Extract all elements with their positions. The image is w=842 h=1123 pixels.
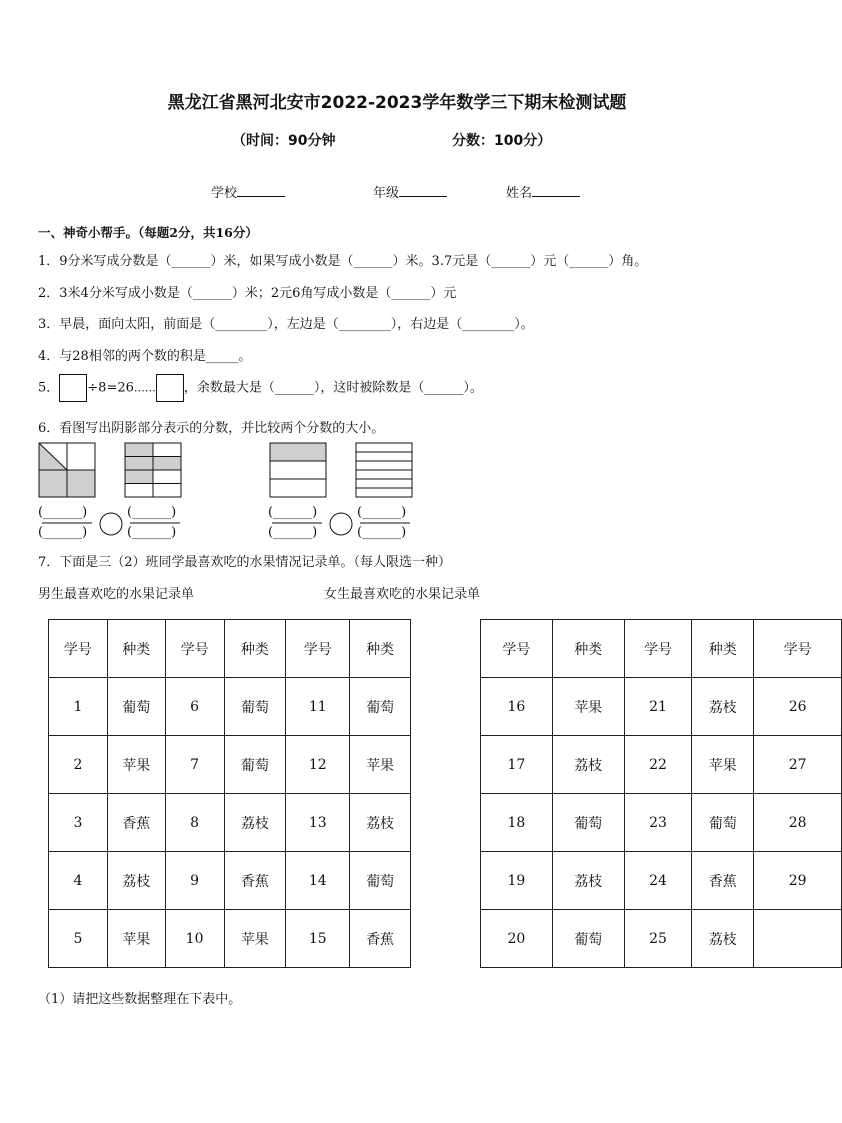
table-cell: 5	[49, 910, 108, 968]
table-header-cell: 种类	[107, 620, 165, 678]
table-cell: 香蕉	[350, 910, 411, 968]
table-cell: 苹果	[224, 910, 286, 968]
table-cell: 27	[754, 736, 842, 794]
table-header-cell: 学号	[49, 620, 108, 678]
section-heading: 一、神奇小帮手。（每题2分，共16分）	[38, 225, 258, 240]
table-cell: 8	[165, 794, 224, 852]
fraction-blank: (______)	[268, 525, 318, 540]
question-3: 3．早晨，面向太阳，前面是（________），左边是（________），右边是（________）。	[38, 317, 534, 332]
table-cell: 15	[286, 910, 350, 968]
table-cell: 3	[49, 794, 108, 852]
boys-record-table	[48, 619, 411, 968]
table-cell: 16	[481, 678, 553, 736]
table-cell: 19	[481, 852, 553, 910]
table-cell: 香蕉	[224, 852, 286, 910]
table-header-cell: 种类	[350, 620, 411, 678]
table-row	[49, 852, 411, 910]
table-cell: 14	[286, 852, 350, 910]
table-cell: 13	[286, 794, 350, 852]
girls-table-title: 女生最喜欢吃的水果记录单	[324, 587, 481, 602]
table-cell: 葡萄	[350, 852, 411, 910]
table-cell: 苹果	[552, 678, 624, 736]
table-cell: 21	[624, 678, 692, 736]
table-header-cell: 种类	[692, 620, 754, 678]
table-row	[481, 794, 842, 852]
table-cell: 25	[624, 910, 692, 968]
fraction-blank: (______)	[127, 505, 177, 520]
table-row	[481, 678, 842, 736]
table-cell: 葡萄	[107, 678, 165, 736]
table-cell: 香蕉	[692, 852, 754, 910]
fraction-blank: (______)	[357, 505, 407, 520]
table-row	[481, 910, 842, 968]
table-cell: 荔枝	[692, 678, 754, 736]
blank-box	[156, 374, 184, 402]
table-cell: 24	[624, 852, 692, 910]
question-1: 1．9分米写成分数是（______）米，如果写成小数是（______）米。3.7元是（______）元（______）角。	[38, 254, 648, 269]
boys-table-title: 男生最喜欢吃的水果记录单	[38, 587, 195, 602]
table-cell: 苹果	[107, 736, 165, 794]
table-cell: 荔枝	[692, 910, 754, 968]
table-cell: 葡萄	[552, 794, 624, 852]
time-label: （时间：90分钟	[232, 133, 336, 149]
table-cell: 4	[49, 852, 108, 910]
table-cell	[754, 910, 842, 968]
question-6: 6．看图写出阴影部分表示的分数，并比较两个分数的大小。	[38, 421, 385, 436]
table-cell: 26	[754, 678, 842, 736]
name-field: 姓名	[506, 182, 580, 201]
table-cell: 9	[165, 852, 224, 910]
table-cell: 荔枝	[107, 852, 165, 910]
table-cell: 葡萄	[224, 678, 286, 736]
table-cell: 苹果	[692, 736, 754, 794]
question-7: 7．下面是三（2）班同学最喜欢吃的水果情况记录单。（每人限选一种）	[38, 555, 452, 570]
table-header-cell: 学号	[754, 620, 842, 678]
grade-field: 年级	[373, 182, 447, 201]
table-cell: 荔枝	[224, 794, 286, 852]
table-cell: 29	[754, 852, 842, 910]
table-cell: 荔枝	[552, 852, 624, 910]
table-cell: 12	[286, 736, 350, 794]
table-cell: 葡萄	[224, 736, 286, 794]
table-row	[49, 678, 411, 736]
table-cell: 香蕉	[107, 794, 165, 852]
blank-box	[59, 374, 87, 402]
table-cell: 11	[286, 678, 350, 736]
table-cell: 28	[754, 794, 842, 852]
table-cell: 1	[49, 678, 108, 736]
table-cell: 20	[481, 910, 553, 968]
table-header-cell: 学号	[165, 620, 224, 678]
table-header-cell: 种类	[224, 620, 286, 678]
table-header-cell: 学号	[286, 620, 350, 678]
table-row	[49, 736, 411, 794]
table-header-row	[481, 620, 842, 678]
table-cell: 7	[165, 736, 224, 794]
figure-grid	[124, 442, 182, 498]
table-header-cell: 学号	[481, 620, 553, 678]
table-cell: 10	[165, 910, 224, 968]
table-row	[481, 852, 842, 910]
table-cell: 18	[481, 794, 553, 852]
fraction-blank: (______)	[38, 525, 88, 540]
table-row	[49, 794, 411, 852]
table-cell: 荔枝	[552, 736, 624, 794]
figure-stripes	[355, 442, 413, 498]
question-4: 4．与28相邻的两个数的积是_____。	[38, 349, 252, 364]
school-field: 学校	[211, 182, 285, 201]
girls-table-clip	[480, 619, 812, 969]
table-cell: 葡萄	[552, 910, 624, 968]
table-cell: 22	[624, 736, 692, 794]
score-label: 分数：100分）	[452, 133, 552, 149]
figure-bands	[269, 442, 327, 498]
table-cell: 17	[481, 736, 553, 794]
table-row	[49, 910, 411, 968]
table-cell: 23	[624, 794, 692, 852]
table-cell: 葡萄	[350, 678, 411, 736]
fraction-blank: (______)	[357, 525, 407, 540]
table-header-cell: 学号	[624, 620, 692, 678]
table-row	[481, 736, 842, 794]
fraction-blank: (______)	[268, 505, 318, 520]
question-2: 2．3米4分米写成小数是（______）米；2元6角写成小数是（______）元	[38, 286, 457, 301]
page-title: 黑龙江省黑河北安市2022-2023学年数学三下期末检测试题	[167, 93, 627, 113]
question-7-part-1: （1）请把这些数据整理在下表中。	[38, 992, 242, 1007]
table-cell: 葡萄	[692, 794, 754, 852]
table-cell: 荔枝	[350, 794, 411, 852]
fraction-blank: (______)	[38, 505, 88, 520]
table-cell: 苹果	[107, 910, 165, 968]
table-header-cell: 种类	[552, 620, 624, 678]
question-5: 5． ÷8=26…… ，余数最大是（______），这时被除数是（______）。	[38, 374, 483, 402]
table-cell: 苹果	[350, 736, 411, 794]
fraction-blank: (______)	[127, 525, 177, 540]
figure-square-diagonal	[38, 442, 96, 498]
table-header-row	[49, 620, 411, 678]
girls-record-table	[480, 619, 842, 968]
table-cell: 2	[49, 736, 108, 794]
table-cell: 6	[165, 678, 224, 736]
